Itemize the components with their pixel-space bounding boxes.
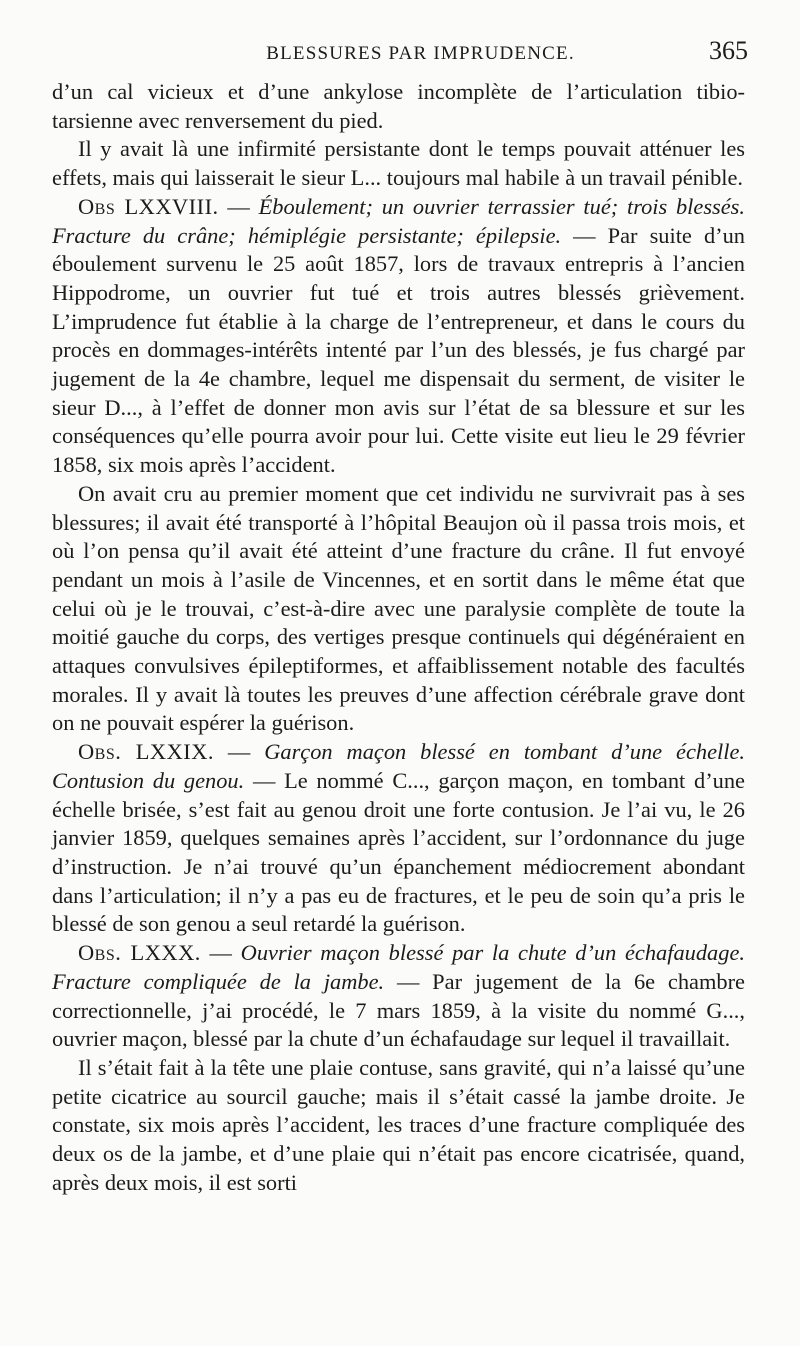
observation-79 <box>52 738 745 939</box>
observation-dash: — <box>200 940 241 966</box>
paragraph-4 <box>52 480 745 738</box>
paragraph-1 <box>52 78 745 135</box>
observation-78 <box>52 193 745 480</box>
observation-title: Éboulement; un ouvrier terrassier tué; trois blessés. Fracture du crâne; hémiplégie persistante; épilepsie. <box>52 193 745 248</box>
observation-label: Obs. LXXX. <box>78 940 201 966</box>
observation-title: Ouvrier maçon blessé par la chute d’un échafaudage. Fracture compliquée de la jambe. <box>52 940 745 994</box>
observation-label: Obs LXXVIII. <box>78 193 219 219</box>
paragraph-text: Il y avait là une infirmité persistante dont le temps pouvait atténuer les effets, mais qui laisserait le sieur L... toujours mal habile à un travail pénible. <box>52 136 745 191</box>
observation-dash: — <box>214 739 265 765</box>
observation-80 <box>52 939 745 1054</box>
observation-title: Garçon maçon blessé en tombant d’une échelle. Contusion du genou. <box>52 739 745 793</box>
paragraph-text: On avait cru au premier moment que cet individu ne survivrait pas à ses blessures; il avait été transporté à l’hôpital Beaujon où il passa trois mois, et où l’on pensa qu’il avait été atteint d’une fracture du crâne. Il fut envoyé pendant un mois à l’asile de Vincennes, et en sortit dans le même état que celui où je le trouvai, c’est-à-dire avec une paralysie complète de toute la moitié gauche du corps, des vertiges presque continuels qui dégénéraient en attaques convulsives épileptiformes, et affaiblissement notable des facultés morales. Il y avait là toutes les preuves d’une affection cérébrale grave dont on ne pouvait espérer la guérison. <box>52 480 745 736</box>
paragraph-2 <box>52 135 745 192</box>
observation-dash: — <box>218 193 259 219</box>
paragraph-text: — Le nommé C..., garçon maçon, en tombant d’une échelle brisée, s’est fait au genou droit une forte contusion. Je l’ai vu, le 26 janvier 1859, quelques semaines après l’accident, sur l’ordonnance du juge d’instruction. Je n’ai trouvé qu’un épanchement médiocrement abondant dans l’articulation; il n’y a pas eu de fractures, et le peu de soin qu’a pris le blessé de son genou a seul retardé la guérison. <box>52 767 745 937</box>
observation-label: Obs. LXXIX. <box>78 739 214 765</box>
page-number: 365 <box>709 36 748 65</box>
paragraph-text: — Par jugement de la 6e chambre correctionnelle, j’ai procédé, le 7 mars 1859, à la visite du nommé G..., ouvrier maçon, blessé par la chute d’un échafaudage sur lequel il travaillait. <box>52 968 745 1052</box>
page-body <box>52 78 745 1197</box>
paragraph-text: Il s’était fait à la tête une plaie contuse, sans gravité, qui n’a laissé qu’une petite cicatrice au sourcil gauche; mais il s’était cassé la jambe droite. Je constate, six mois après l’accident, les traces d’une fracture compliquée des deux os de la jambe, et d’une plaie qui n’était pas encore cicatrisée, quand, après deux mois, il est sorti <box>52 1054 745 1195</box>
paragraph-text: — Par suite d’un éboulement survenu le 25 août 1857, lors de travaux entrepris à l’ancien Hippodrome, un ouvrier fut tué et trois autres blessés grièvement. L’imprudence fut établie à la charge de l’entrepreneur, et dans le cours du procès en dommages-intérêts intenté par l’un des blessés, je fus chargé par jugement de la 4e chambre, lequel me dispensait du serment, de visiter le sieur D..., à l’effet de donner mon avis sur l’état de sa blessure et sur les conséquences qu’elle pourra avoir pour lui. Cette visite eut lieu le 29 février 1858, six mois après l’accident. <box>52 222 745 478</box>
paragraph-text: d’un cal vicieux et d’une ankylose incomplète de l’articulation tibio-tarsienne avec renversement du pied. <box>52 79 745 133</box>
paragraph-7 <box>52 1054 745 1198</box>
running-head: BLESSURES PAR IMPRUDENCE. <box>266 43 575 64</box>
page-header <box>52 36 748 70</box>
